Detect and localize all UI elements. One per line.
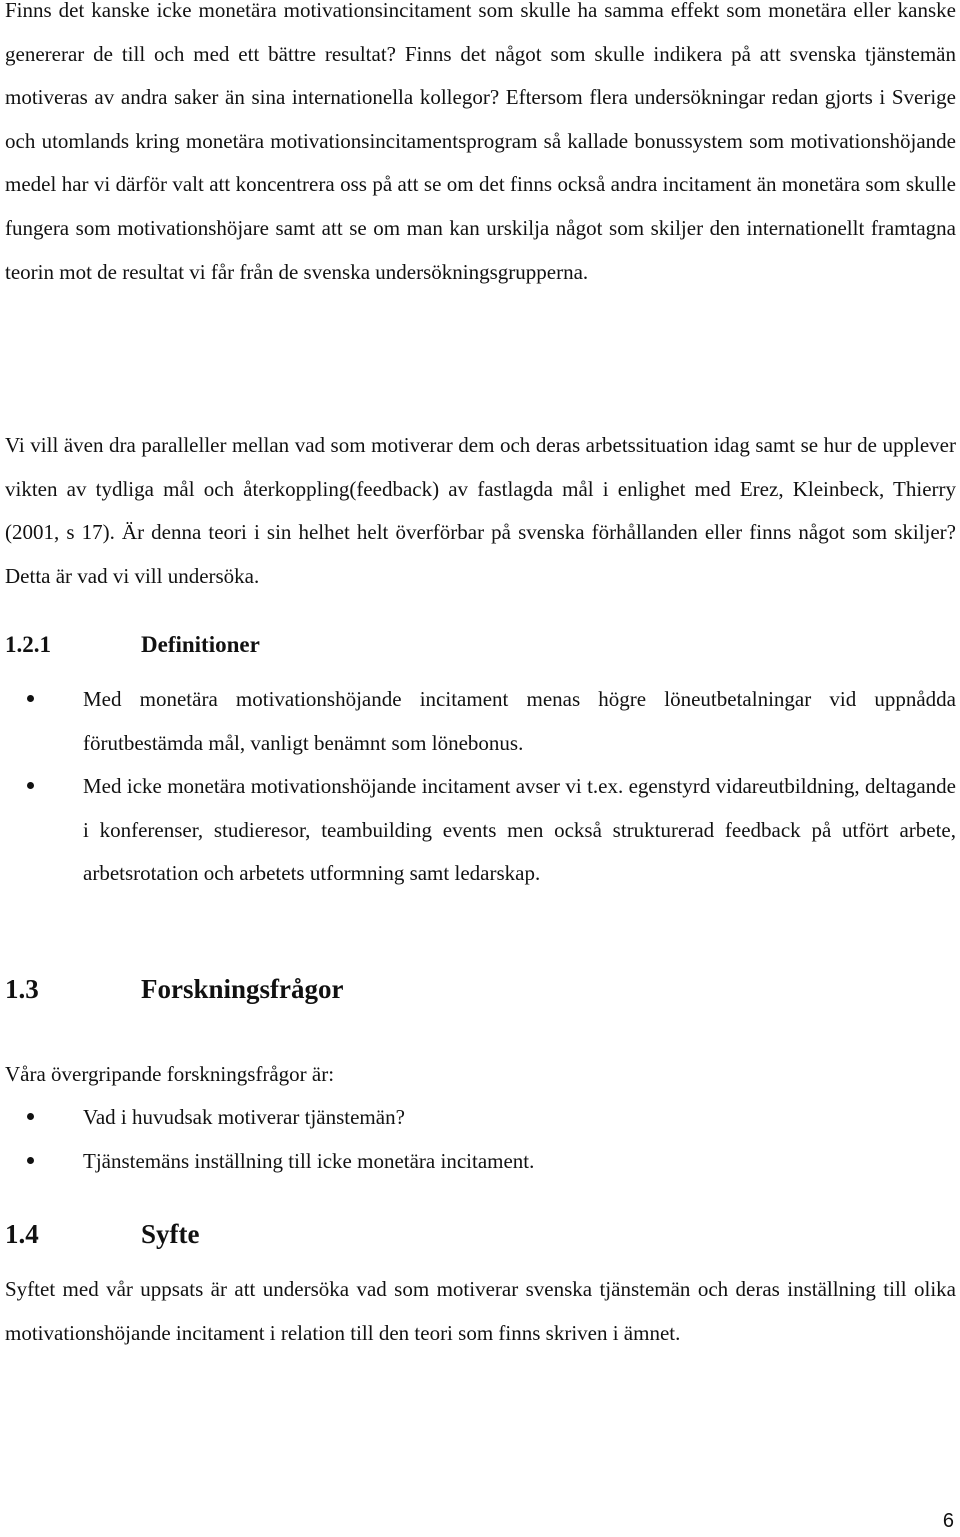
research-questions-intro: Våra övergripande forskningsfrågor är: (5, 1062, 335, 1086)
bullet-icon (27, 1157, 34, 1164)
list-item-text: Med icke monetära motivationshöjande incitament avser vi t.ex. egenstyrd vidareutbildning, deltagande i konferenser, studieresor, teambuilding events men också strukturerad feedback på utfört arbete, arbetsrotation och arbetets utformning samt ledarskap. (83, 774, 956, 886)
purpose-paragraph: Syftet med vår uppsats är att undersöka vad som motiverar svenska tjänstemän och deras inställning till olika motivationshöjande incitament i relation till den teori som finns skriven i ämnet. (5, 1277, 956, 1345)
bullet-icon (27, 782, 34, 789)
heading-number: 1.2.1 (5, 632, 51, 657)
second-paragraph: Vi vill även dra paralleller mellan vad som motiverar dem och deras arbetssituation idag samt se hur de upplever vikten av tydliga mål och återkoppling(feedback) av fastlagda mål i enlighet med Erez, Kleinbeck, Thierry (2001, s 17). Är denna teori i sin helhet helt överförbar på svenska förhållanden eller finns något som skiljer? Detta är vad vi vill undersöka. (5, 433, 956, 588)
heading-forskningsfragor (5, 974, 344, 1004)
heading-number: 1.3 (5, 974, 39, 1004)
heading-syfte (5, 1219, 200, 1249)
heading-definitioner (5, 632, 260, 657)
bullet-icon (27, 695, 34, 702)
research-questions-list (5, 1096, 956, 1183)
list-item (5, 1096, 956, 1140)
list-item-text: Tjänstemäns inställning till icke monetära incitament. (83, 1148, 535, 1173)
list-item (5, 678, 956, 765)
list-item (5, 1140, 956, 1184)
heading-title: Forskningsfrågor (141, 974, 344, 1004)
heading-number: 1.4 (5, 1219, 39, 1249)
page-number: 6 (942, 1510, 954, 1532)
heading-title: Definitioner (141, 632, 260, 657)
intro-paragraph: Finns det kanske icke monetära motivationsincitament som skulle ha samma effekt som monetära eller kanske genererar de till och med ett bättre resultat? Finns det något som skulle indikera på att svenska tjänstemän motiveras av andra saker än sina internationella kollegor? Eftersom flera undersökningar redan gjorts i Sverige och utomlands kring monetära motivationsincitamentsprogram så kallade bonussystem som motivationshöjande medel har vi därför valt att koncentrera oss på att se om det finns också andra incitament än monetära som skulle fungera som motivationshöjare samt att se om man kan urskilja något som skiljer den internationellt framtagna teorin mot de resultat vi får från de svenska undersökningsgrupperna. (5, 0, 956, 284)
list-item-text: Vad i huvudsak motiverar tjänstemän? (83, 1105, 405, 1129)
bullet-icon (27, 1113, 34, 1120)
heading-title: Syfte (141, 1219, 200, 1249)
list-item (5, 765, 956, 896)
list-item-text: Med monetära motivationshöjande incitament menas högre löneutbetalningar vid uppnådda förutbestämda mål, vanligt benämnt som lönebonus. (83, 687, 956, 755)
definitions-list (5, 678, 956, 896)
